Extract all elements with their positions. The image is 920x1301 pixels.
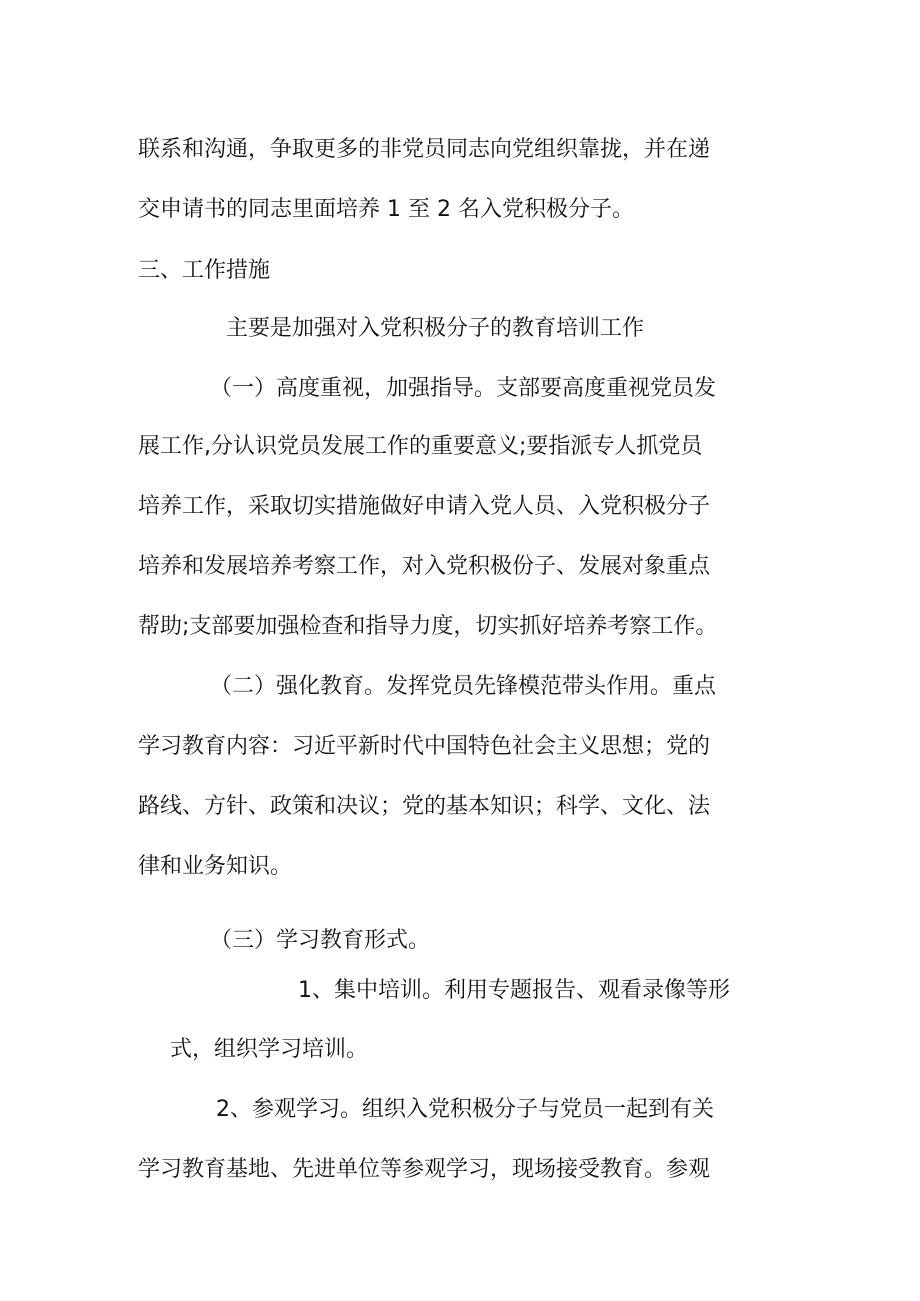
paragraph-line: 展工作,分认识党员发展工作的重要意义;要指派专人抓党员 — [138, 434, 703, 459]
subsection-heading: （三）学习教育形式。 — [210, 928, 431, 953]
paragraph-line: 学习教育内容：习近平新时代中国特色社会主义思想；党的 — [138, 734, 711, 759]
section-heading: 三、工作措施 — [138, 258, 271, 283]
list-item-continuation: 学习教育基地、先进单位等参观学习，现场接受教育。参观 — [138, 1157, 711, 1182]
list-item-continuation: 式，组织学习培训。 — [170, 1037, 369, 1062]
paragraph-line: 律和业务知识。 — [138, 854, 293, 879]
list-item: 1、集中培训。利用专题报告、观看录像等形 — [298, 978, 730, 1003]
paragraph-line: 培养和发展培养考察工作，对入党积极份子、发展对象重点 — [138, 554, 711, 579]
paragraph-line: 帮助;支部要加强检查和指导力度，切实抓好培养考察工作。 — [138, 614, 718, 639]
paragraph-line: （一）高度重视，加强指导。支部要高度重视党员发 — [210, 376, 717, 401]
list-item: 2、参观学习。组织入党积极分子与党员一起到有关 — [216, 1097, 714, 1122]
paragraph-line: 联系和沟通，争取更多的非党员同志向党组织靠拢，并在递 — [138, 137, 711, 162]
paragraph-line: （二）强化教育。发挥党员先锋模范带头作用。重点 — [210, 674, 717, 699]
paragraph-line: 交申请书的同志里面培养 1 至 2 名入党积极分子。 — [138, 197, 634, 222]
section-subtitle: 主要是加强对入党积极分子的教育培训工作 — [226, 316, 645, 341]
paragraph-line: 培养工作，采取切实措施做好申请入党人员、入党积极分子 — [138, 494, 711, 519]
paragraph-line: 路线、方针、政策和决议；党的基本知识；科学、文化、法 — [138, 794, 711, 819]
